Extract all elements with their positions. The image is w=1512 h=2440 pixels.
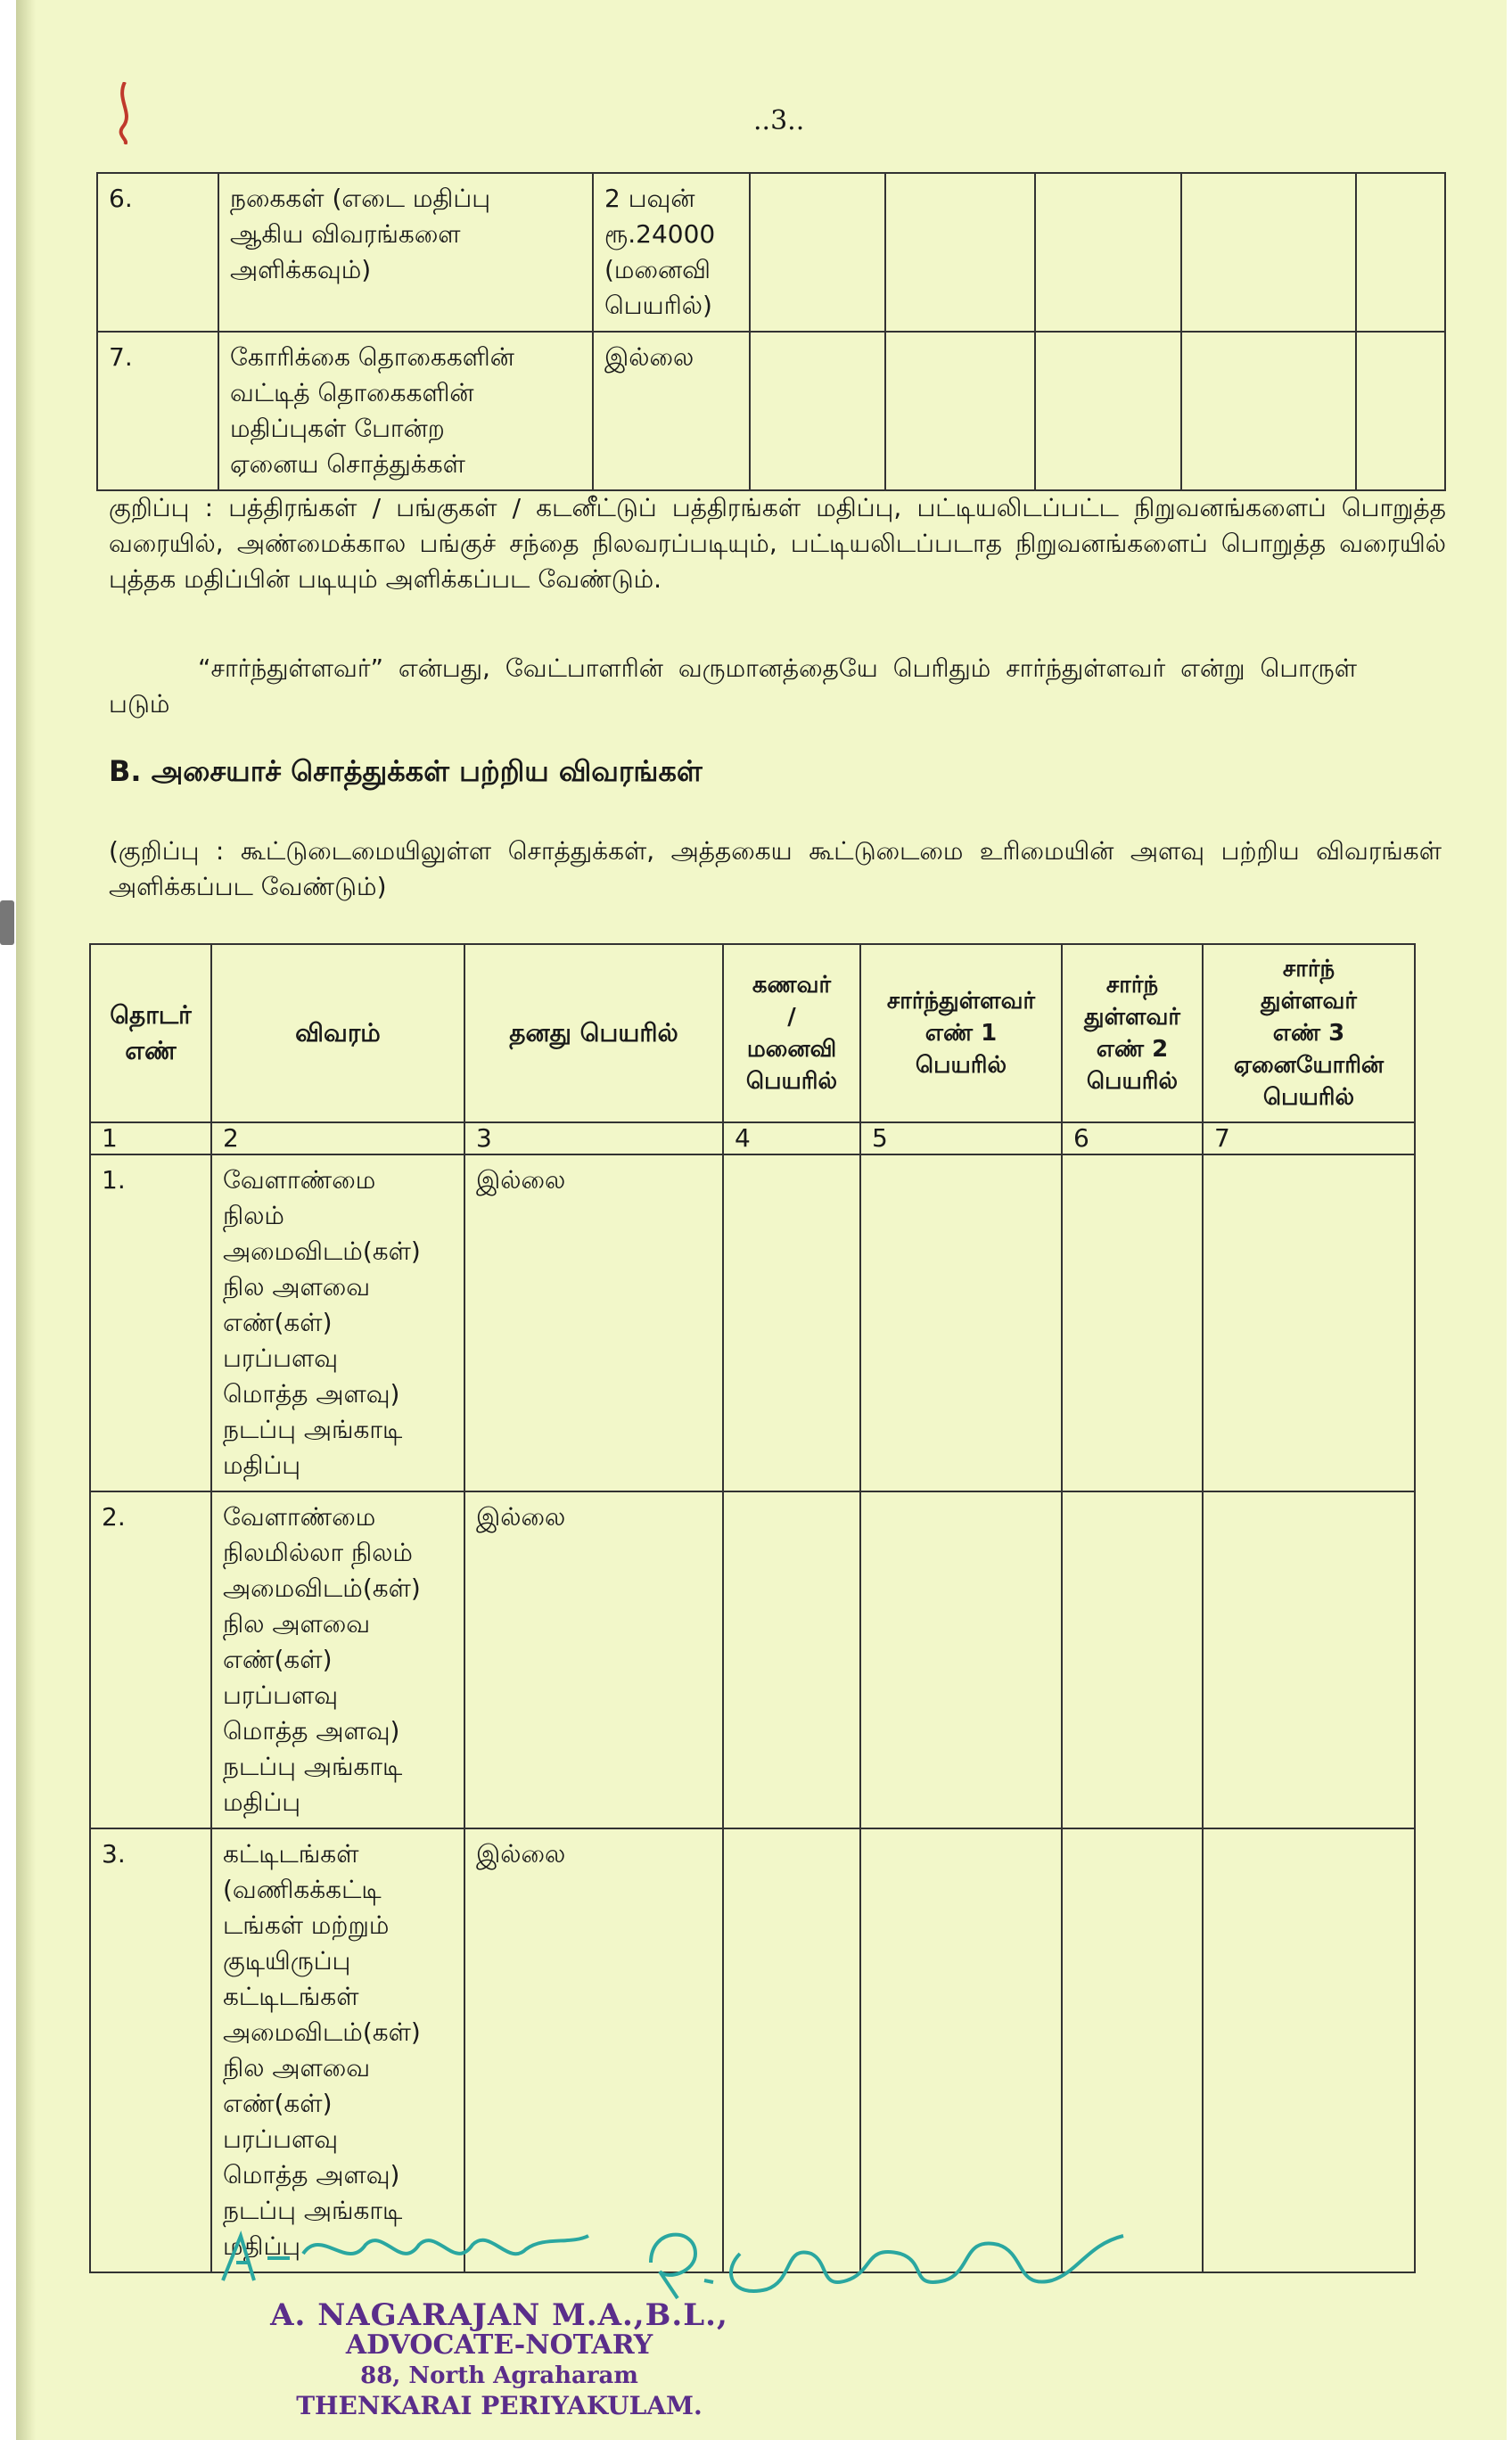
page-edge-shadow bbox=[16, 0, 36, 2440]
row-description: கட்டிடங்கள் (வணிகக்கட்டி டங்கள் மற்றும் குடியிருப்பு கட்டிடங்கள் அமைவிடம்(கள்) நில அளவை எண்(கள்) பரப்பளவு மொத்த அளவு) நடப்பு அங்காடி மதிப்பு bbox=[211, 1828, 464, 2272]
table-row bbox=[90, 1491, 1415, 1828]
table-row bbox=[90, 1154, 1415, 1491]
row-self-value: இல்லை bbox=[464, 1154, 723, 1491]
empty-cell bbox=[1203, 1154, 1415, 1491]
immovable-assets-table bbox=[89, 943, 1416, 2273]
empty-cell bbox=[1035, 332, 1181, 490]
empty-cell bbox=[860, 1828, 1062, 2272]
empty-cell bbox=[723, 1154, 860, 1491]
empty-cell bbox=[723, 1491, 860, 1828]
stamp-title: ADVOCATE-NOTARY bbox=[345, 2329, 653, 2361]
row-self-value: இல்லை bbox=[593, 332, 750, 490]
column-number: 3 bbox=[464, 1122, 723, 1154]
row-description: வேளாண்மை நிலம் அமைவிடம்(கள்) நில அளவை எண்(கள்) பரப்பளவு மொத்த அளவு) நடப்பு அங்காடி மதிப்பு bbox=[211, 1154, 464, 1491]
row-number: 2. bbox=[90, 1491, 211, 1828]
column-number: 7 bbox=[1203, 1122, 1415, 1154]
binder-clip bbox=[0, 900, 14, 945]
column-header-dependent-1: சார்ந்துள்ளவர் எண் 1 பெயரில் bbox=[860, 944, 1062, 1122]
empty-cell bbox=[860, 1154, 1062, 1491]
empty-cell bbox=[1062, 1491, 1203, 1828]
row-description: கோரிக்கை தொகைகளின் வட்டித் தொகைகளின் மதிப்புகள் போன்ற ஏனைய சொத்துக்கள் bbox=[218, 332, 593, 490]
empty-cell bbox=[1181, 332, 1356, 490]
table-row bbox=[97, 173, 1445, 332]
notary-stamp bbox=[267, 2297, 731, 2421]
empty-cell bbox=[723, 1828, 860, 2272]
column-header-spouse: கணவர் / மனைவி பெயரில் bbox=[723, 944, 860, 1122]
column-number: 2 bbox=[211, 1122, 464, 1154]
securities-note: குறிப்பு : பத்திரங்கள் / பங்குகள் / கடனீட்டுப் பத்திரங்கள் மதிப்பு, பட்டியலிடப்பட்ட நிறுவனங்களைப் பொறுத்த வரையில், அண்மைக்கால பங்குச் சந்தை நிலவரப்படியும், பட்டியலிடப்படாத நிறுவனங்களைப் பொறுத்த வரையில் புத்தக மதிப்பின் படியும் அளிக்கப்பட வேண்டும். bbox=[109, 493, 1446, 594]
empty-cell bbox=[1356, 173, 1445, 332]
section-b-note: (குறிப்பு : கூட்டுடைமையிலுள்ள சொத்துக்கள், அத்தகைய கூட்டுடைமை உரிமையின் அளவு பற்றிய விவரங்கள் அளிக்கப்பட வேண்டும்) bbox=[109, 836, 1442, 901]
empty-cell bbox=[860, 1491, 1062, 1828]
header-row bbox=[90, 944, 1415, 1122]
column-header-description: விவரம் bbox=[211, 944, 464, 1122]
empty-cell bbox=[750, 332, 885, 490]
movable-assets-table bbox=[96, 172, 1446, 491]
table-row bbox=[97, 332, 1445, 490]
empty-cell bbox=[885, 332, 1035, 490]
page-number: ..3.. bbox=[753, 105, 805, 136]
column-header-self: தனது பெயரில் bbox=[464, 944, 723, 1122]
stamp-name: A. NAGARAJAN M.A.,B.L., bbox=[270, 2297, 728, 2333]
row-number: 6. bbox=[97, 173, 218, 332]
column-number-row bbox=[90, 1122, 1415, 1154]
row-self-value: 2 பவுன் ரூ.24000 (மனைவி பெயரில்) bbox=[593, 173, 750, 332]
row-self-value: இல்லை bbox=[464, 1828, 723, 2272]
empty-cell bbox=[1356, 332, 1445, 490]
notary-signature bbox=[214, 2218, 624, 2298]
row-number: 7. bbox=[97, 332, 218, 490]
empty-cell bbox=[1181, 173, 1356, 332]
stamp-address: 88, North Agraharam bbox=[360, 2362, 638, 2389]
empty-cell bbox=[885, 173, 1035, 332]
empty-cell bbox=[1203, 1828, 1415, 2272]
column-header-dependent-2: சார்ந் துள்ளவர் எண் 2 பெயரில் bbox=[1062, 944, 1203, 1122]
empty-cell bbox=[1062, 1828, 1203, 2272]
row-number: 1. bbox=[90, 1154, 211, 1491]
row-description: வேளாண்மை நிலமில்லா நிலம் அமைவிடம்(கள்) நில அளவை எண்(கள்) பரப்பளவு மொத்த அளவு) நடப்பு அங்காடி மதிப்பு bbox=[211, 1491, 464, 1828]
row-number: 3. bbox=[90, 1828, 211, 2272]
column-number: 4 bbox=[723, 1122, 860, 1154]
section-b-heading: B. அசையாச் சொத்துக்கள் பற்றிய விவரங்கள் bbox=[109, 754, 703, 788]
dependent-definition-note: “சார்ந்துள்ளவர்” என்பது, வேட்பாளரின் வருமானத்தையே பெரிதும் சார்ந்துள்ளவர் என்று பொருள் படும் bbox=[109, 653, 1357, 719]
empty-cell bbox=[750, 173, 885, 332]
stamp-town: THENKARAI PERIYAKULAM. bbox=[296, 2391, 703, 2420]
table-row bbox=[90, 1828, 1415, 2272]
column-header-dependent-3: சார்ந் துள்ளவர் எண் 3 ஏனையோரின் பெயரில் bbox=[1203, 944, 1415, 1122]
column-number: 6 bbox=[1062, 1122, 1203, 1154]
empty-cell bbox=[1062, 1154, 1203, 1491]
column-header-serial: தொடர் எண் bbox=[90, 944, 211, 1122]
empty-cell bbox=[1035, 173, 1181, 332]
red-thread-tag bbox=[107, 82, 143, 144]
row-description: நகைகள் (எடை மதிப்பு ஆகிய விவரங்களை அளிக்கவும்) bbox=[218, 173, 593, 332]
column-number: 5 bbox=[860, 1122, 1062, 1154]
row-self-value: இல்லை bbox=[464, 1491, 723, 1828]
empty-cell bbox=[1203, 1491, 1415, 1828]
column-number: 1 bbox=[90, 1122, 211, 1154]
